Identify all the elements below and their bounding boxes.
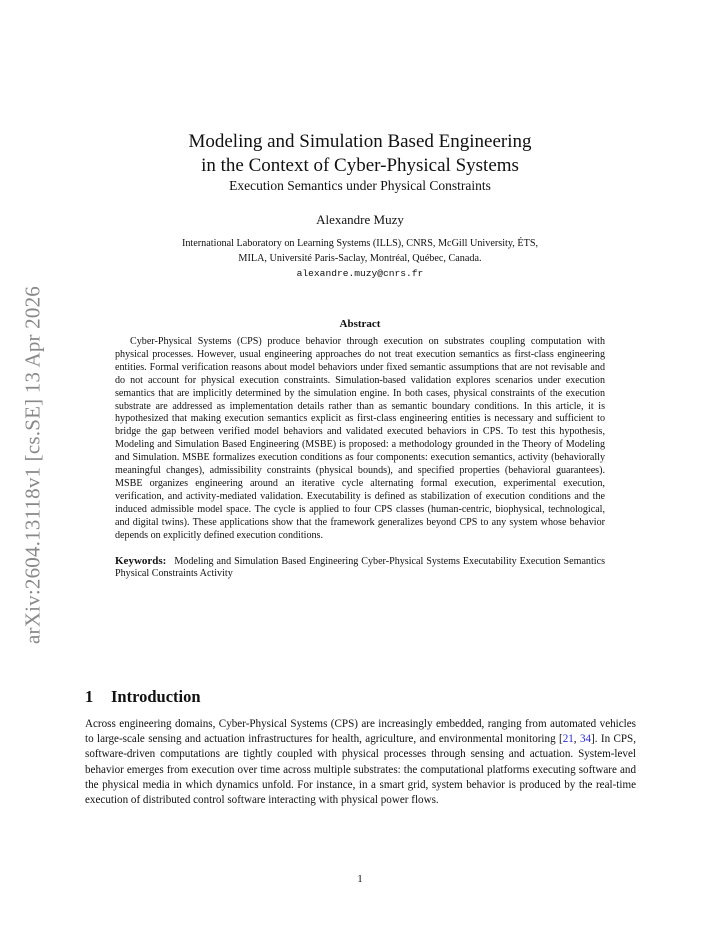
abstract-section <box>115 318 605 581</box>
intro-text-part-2: ]. In CPS, software-driven computations are tightly coupled with physical processes through sensing and actuation. System-level behavior emerges from execution over time across multiple substrates: the computational platforms executing software and the physical media in which dynamics unfold. For instance, in a smart grid, system behavior is produced by the real-time execution of distributed control software interacting with physical power flows. <box>85 733 636 807</box>
arxiv-identifier-stamp <box>18 260 48 670</box>
citation-link-21[interactable]: 21 <box>562 733 574 746</box>
author-affiliation <box>0 236 720 266</box>
affiliation-line-1: International Laboratory on Learning Systems (ILLS), CNRS, McGill University, ÉTS, <box>181 238 539 249</box>
keywords-label: Keywords: <box>115 554 167 567</box>
citation-separator: , <box>573 733 580 746</box>
paper-title <box>0 130 720 178</box>
paper-subtitle: Execution Semantics under Physical Constraints <box>229 178 491 193</box>
introduction-paragraph <box>85 717 636 808</box>
abstract-text: Cyber-Physical Systems (CPS) produce behavior through execution on substrates coupling computation with physical processes. However, usual engineering approaches do not treat execution semantics as first-class engineering entities. Formal verification reasons about model behaviors under fixed semantic assumptions that are not revisable and do not account for physical execution constraints. Simulation-based validation explores scenarios under execution semantics that are implicitly determined by the simulation engine. In both cases, physical constraints of the execution substrate are addressed as implementation details rather than as semantic boundary conditions. In this article, it is hypothesized that making execution semantics explicit as first-class engineering entities is necessary and sufficient to bridge the gap between verified model behaviors and validated executed behaviors in CPS. To test this hypothesis, Modeling and Simulation Based Engineering (MSBE) is proposed: a methodology grounded in the Theory of Modeling and Simulation. MSBE formalizes execution conditions as four components: execution semantics, activity (behaviorally meaningful changes), admissibility constraints (physical bounds), and specified properties (behavioral guarantees). MSBE organizes engineering around an iterative cycle alternating formal execution, experimental execution, verification, and activity-mediated validation. Executability is defined as stabilization of execution conditions and the induced admissible model space. The cycle is applied to four CPS classes (human-centric, biophysical, technological, and digital twins). These applications show that the framework generalizes beyond CPS to any system whose behavior depends on explicitly defined execution conditions. <box>115 336 605 541</box>
affiliation-line-2: MILA, Université Paris-Saclay, Montréal, Québec, Canada. <box>238 253 482 264</box>
paper-header <box>0 130 720 279</box>
introduction-section <box>85 687 636 808</box>
author-email[interactable]: alexandre.muzy@cnrs.fr <box>296 268 424 279</box>
section-title: Introduction <box>111 687 201 706</box>
intro-text-part-1: Across engineering domains, Cyber-Physical Systems (CPS) are increasingly embedded, ranging from automated vehicles to large-scale sensing and actuation infrastructures for health, agriculture, and environmental monitoring [ <box>85 718 636 746</box>
keywords-list: Modeling and Simulation Based Engineering Cyber-Physical Systems Executability Execution Semantics Physical Constraints Activity <box>115 555 605 580</box>
section-number: 1 <box>85 687 94 706</box>
section-heading <box>85 687 636 707</box>
citation-link-34[interactable]: 34 <box>579 733 592 746</box>
keywords-block <box>115 555 605 582</box>
page-number: 1 <box>357 873 363 885</box>
author-name: Alexandre Muzy <box>316 212 404 227</box>
title-line-2: in the Context of Cyber-Physical Systems <box>201 155 519 176</box>
title-line-1: Modeling and Simulation Based Engineering <box>188 131 532 152</box>
arxiv-identifier-text: arXiv:2604.13118v1 [cs.SE] 13 Apr 2026 <box>20 286 45 644</box>
abstract-heading: Abstract <box>339 318 381 330</box>
